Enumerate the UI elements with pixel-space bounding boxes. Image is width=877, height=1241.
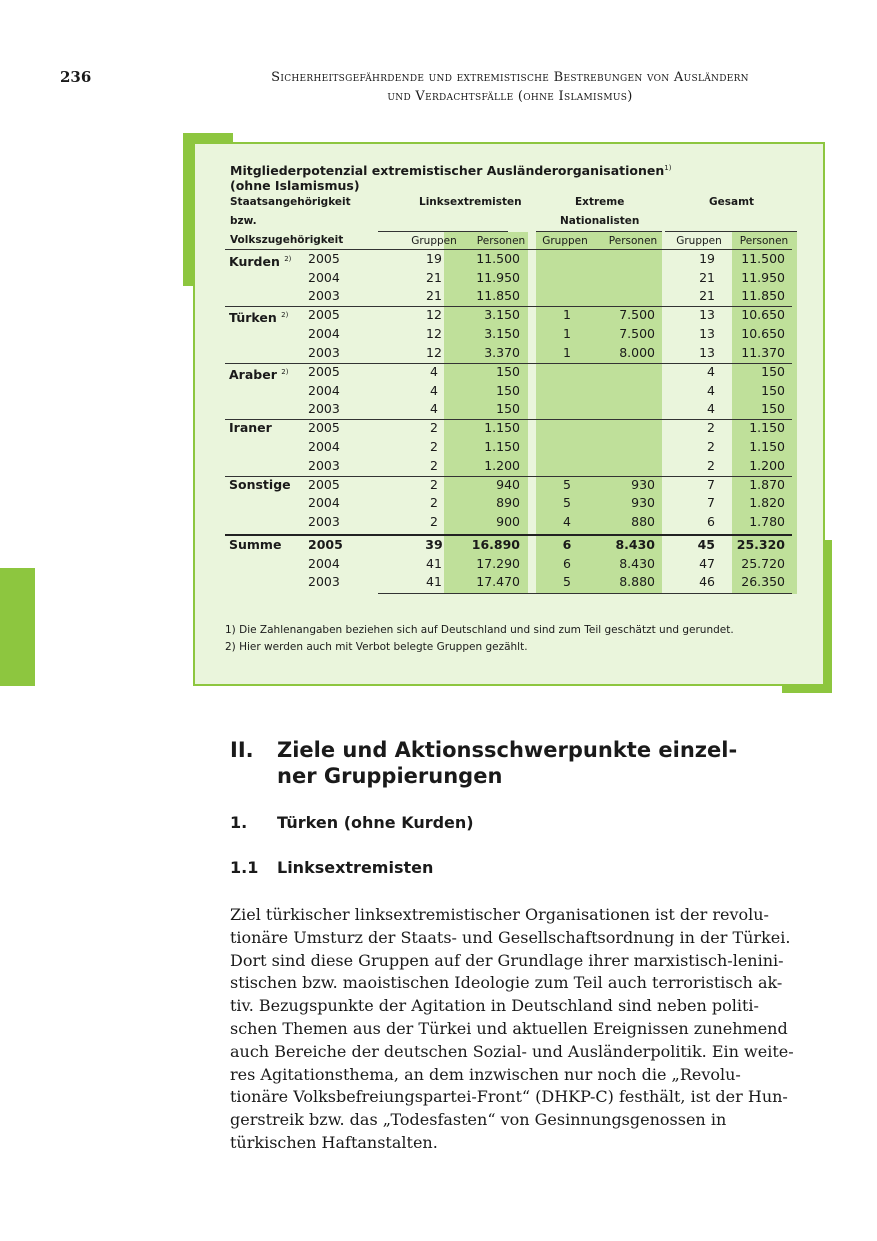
- cell-gesamt-gruppen: 13: [699, 326, 715, 342]
- cell-nat-gruppen: [547, 287, 587, 305]
- section-title: [277, 737, 777, 789]
- cell-gesamt-gruppen: 19: [699, 251, 715, 266]
- cell-links-personen: 17.470: [476, 574, 520, 590]
- cell-nat-gruppen: 1: [563, 326, 571, 342]
- cell-gesamt-personen: 11.950: [741, 269, 785, 285]
- cell-links-gruppen: 19: [426, 251, 442, 266]
- col-group-links: Linksextremisten: [419, 196, 522, 208]
- cell-links-personen: 17.290: [476, 555, 520, 571]
- group-label: [229, 363, 288, 381]
- sub-head-personen: Personen: [476, 235, 526, 247]
- cell-gesamt-gruppen: 2: [707, 457, 715, 473]
- cell-gesamt-gruppen: 45: [697, 537, 715, 552]
- group-name: Sonstige: [229, 476, 291, 492]
- cell-gesamt-personen: 26.350: [741, 574, 785, 590]
- group-label: [229, 419, 272, 437]
- cell-gesamt-personen: 1.150: [749, 438, 785, 454]
- cell-nat-personen: 930: [631, 476, 655, 492]
- paragraph-line: Dort sind diese Gruppen auf der Grundlage ihrer marxistisch-lenini-: [230, 950, 784, 970]
- cell-nat-gruppen: 5: [563, 495, 571, 511]
- cell-links-personen: 11.850: [476, 288, 520, 304]
- cell-gesamt-personen: 1.150: [749, 420, 785, 436]
- cell-gesamt-gruppen: 2: [707, 438, 715, 454]
- cell-links-gruppen: 4: [430, 363, 438, 379]
- year-cell: 2004: [308, 495, 340, 511]
- subsubsection-title: Linksextremisten: [277, 858, 434, 877]
- cell-links-gruppen: 2: [430, 457, 438, 473]
- year-cell: 2004: [308, 382, 340, 398]
- group-name: Iraner: [229, 420, 272, 436]
- cell-nat-personen: 7.500: [619, 326, 655, 342]
- cell-gesamt-gruppen: 47: [699, 555, 715, 571]
- cell-nat-personen: [595, 438, 655, 456]
- cell-links-personen: 1.200: [484, 457, 520, 473]
- col-group-extreme: Nationalisten: [560, 215, 640, 227]
- cell-nat-personen: 880: [631, 514, 655, 529]
- cell-links-gruppen: 12: [426, 344, 442, 360]
- running-head: [200, 68, 820, 106]
- sub-head-gruppen: Gruppen: [542, 235, 588, 247]
- table-title-line2: (ohne Islamismus): [230, 178, 360, 194]
- cell-gesamt-gruppen: 7: [707, 476, 715, 492]
- subsection-number: 1.: [230, 813, 248, 832]
- sub-head-personen: Personen: [739, 235, 789, 247]
- col-head-country: Volkszugehörigkeit: [230, 234, 344, 246]
- cell-nat-personen: 8.000: [619, 344, 655, 360]
- cell-nat-personen: [595, 382, 655, 400]
- section-number: II.: [230, 738, 254, 762]
- footnote-ref: 1): [664, 164, 672, 172]
- cell-nat-personen: 8.430: [615, 537, 655, 552]
- section-title-line: Ziele und Aktionsschwerpunkte einzel-: [277, 738, 738, 762]
- cell-gesamt-gruppen: 6: [707, 514, 715, 529]
- cell-nat-personen: [595, 457, 655, 475]
- cell-links-personen: 3.150: [484, 307, 520, 323]
- cell-nat-personen: 7.500: [619, 307, 655, 323]
- paragraph-line: res Agitationsthema, an dem inzwischen nur noch die „Revolu-: [230, 1064, 741, 1084]
- group-label: [229, 306, 288, 324]
- cell-links-personen: 1.150: [484, 420, 520, 436]
- footnote-ref: 2): [281, 311, 289, 320]
- cell-gesamt-personen: 150: [761, 382, 785, 398]
- paragraph-line: tiv. Bezugspunkte der Agitation in Deutschland sind neben politi-: [230, 996, 759, 1016]
- year-cell: 2005: [308, 420, 340, 436]
- year-cell: 2005: [308, 537, 343, 552]
- cell-gesamt-personen: 1.200: [749, 457, 785, 473]
- year-cell: 2004: [308, 555, 340, 571]
- year-cell: 2003: [308, 288, 340, 304]
- footnote-ref: 2): [284, 255, 292, 263]
- cell-nat-gruppen: 1: [563, 344, 571, 360]
- cell-links-personen: 150: [496, 401, 520, 417]
- paragraph-line: auch Bereiche der deutschen Sozial- und Ausländerpolitik. Ein weite-: [230, 1041, 794, 1061]
- cell-gesamt-gruppen: 4: [707, 382, 715, 398]
- cell-gesamt-personen: 1.870: [749, 476, 785, 492]
- rule: [378, 593, 792, 594]
- cell-links-personen: 1.150: [484, 438, 520, 454]
- cell-nat-personen: [595, 363, 655, 381]
- sub-head-gruppen: Gruppen: [676, 235, 722, 247]
- group-label: [229, 250, 291, 268]
- col-group-gesamt: Gesamt: [709, 196, 755, 208]
- cell-nat-gruppen: 6: [562, 537, 572, 552]
- cell-links-gruppen: 2: [430, 514, 438, 529]
- cell-links-personen: 150: [496, 382, 520, 398]
- cell-links-gruppen: 21: [426, 288, 442, 304]
- cell-gesamt-gruppen: 4: [707, 401, 715, 417]
- year-cell: 2003: [308, 344, 340, 360]
- col-head-country: Staatsangehörigkeit: [230, 196, 351, 208]
- cell-gesamt-gruppen: 4: [707, 363, 715, 379]
- cell-nat-gruppen: [547, 419, 587, 437]
- subsubsection-number: 1.1: [230, 858, 259, 877]
- col-group-extreme: Extreme: [575, 196, 625, 208]
- cell-links-gruppen: 21: [426, 269, 442, 285]
- table-title: [230, 161, 671, 193]
- year-cell: 2003: [308, 457, 340, 473]
- paragraph-line: gerstreik bzw. das „Todesfasten“ von Gesinnungsgenossen in: [230, 1110, 727, 1130]
- cell-links-personen: 940: [496, 476, 520, 492]
- cell-links-personen: 11.500: [476, 251, 520, 266]
- cell-links-gruppen: 2: [430, 495, 438, 511]
- cell-gesamt-personen: 10.650: [741, 326, 785, 342]
- group-label: [229, 536, 281, 554]
- paragraph-line: schen Themen aus der Türkei und aktuellen Ereignissen zunehmend: [230, 1018, 788, 1038]
- page-number: 236: [60, 68, 92, 86]
- cell-gesamt-gruppen: 21: [699, 269, 715, 285]
- running-head-line: Sicherheitsgefährdende und extremistische Bestrebungen von Ausländern: [271, 70, 749, 85]
- cell-links-gruppen: 12: [426, 307, 442, 323]
- cell-nat-personen: [595, 269, 655, 287]
- cell-nat-personen: 8.880: [619, 574, 655, 590]
- cell-nat-personen: [595, 250, 655, 268]
- paragraph-line: tionäre Volksbefreiungspartei-Front“ (DHKP-C) festhält, ist der Hun-: [230, 1087, 788, 1107]
- subsection-heading: [230, 813, 474, 832]
- table-title-line1: Mitgliederpotenzial extremistischer Ausländerorganisationen: [230, 163, 665, 179]
- cell-links-gruppen: 2: [430, 420, 438, 436]
- cell-nat-personen: [595, 287, 655, 305]
- paragraph-line: tionäre Umsturz der Staats- und Gesellschaftsordnung in der Türkei.: [230, 927, 791, 947]
- cell-nat-gruppen: [547, 250, 587, 268]
- section-title-line: ner Gruppierungen: [277, 764, 503, 788]
- year-cell: 2004: [308, 326, 340, 342]
- group-name: Summe: [229, 537, 282, 552]
- cell-links-personen: 3.150: [484, 326, 520, 342]
- cell-nat-gruppen: [547, 269, 587, 287]
- group-label: [229, 476, 291, 494]
- cell-links-personen: 150: [496, 363, 520, 379]
- cell-gesamt-personen: 1.780: [749, 514, 785, 529]
- cell-nat-personen: 8.430: [619, 555, 655, 571]
- cell-links-gruppen: 4: [430, 401, 438, 417]
- subsubsection-heading: [230, 858, 434, 877]
- decorative-bar: [0, 568, 35, 686]
- cell-gesamt-personen: 150: [761, 401, 785, 417]
- cell-nat-personen: [595, 400, 655, 418]
- group-name: Araber: [229, 366, 277, 382]
- cell-nat-gruppen: [547, 363, 587, 381]
- col-head-country: bzw.: [230, 215, 257, 227]
- group-name: Kurden: [229, 254, 280, 270]
- cell-gesamt-gruppen: 21: [699, 288, 715, 304]
- cell-links-personen: 890: [496, 495, 520, 511]
- cell-gesamt-gruppen: 2: [707, 420, 715, 436]
- paragraph-line: türkischen Haftanstalten.: [230, 1132, 438, 1152]
- cell-links-personen: 900: [496, 514, 520, 529]
- sub-head-personen: Personen: [608, 235, 658, 247]
- year-cell: 2004: [308, 438, 340, 454]
- year-cell: 2005: [308, 307, 340, 323]
- year-cell: 2003: [308, 574, 340, 590]
- sub-head-gruppen: Gruppen: [411, 235, 457, 247]
- rule: [536, 231, 662, 232]
- cell-links-gruppen: 39: [425, 537, 443, 552]
- cell-gesamt-personen: 11.370: [741, 344, 785, 360]
- cell-gesamt-personen: 150: [761, 363, 785, 379]
- cell-nat-gruppen: 1: [563, 307, 571, 323]
- cell-links-personen: 16.890: [471, 537, 520, 552]
- cell-gesamt-gruppen: 46: [699, 574, 715, 590]
- cell-gesamt-personen: 1.820: [749, 495, 785, 511]
- cell-links-gruppen: 12: [426, 326, 442, 342]
- footnote: 2) Hier werden auch mit Verbot belegte Gruppen gezählt.: [225, 641, 528, 653]
- cell-nat-gruppen: 4: [563, 514, 571, 529]
- cell-links-personen: 3.370: [484, 344, 520, 360]
- group-name: Türken: [229, 310, 277, 326]
- cell-gesamt-personen: 11.500: [741, 251, 785, 266]
- year-cell: 2005: [308, 251, 340, 266]
- rule: [665, 231, 797, 232]
- cell-links-gruppen: 4: [430, 382, 438, 398]
- paragraph-line: stischen bzw. maoistischen Ideologie zum Teil auch terroristisch ak-: [230, 973, 783, 993]
- cell-gesamt-gruppen: 7: [707, 495, 715, 511]
- cell-nat-personen: [595, 419, 655, 437]
- cell-gesamt-personen: 25.720: [741, 555, 785, 571]
- year-cell: 2003: [308, 514, 340, 529]
- year-cell: 2003: [308, 401, 340, 417]
- cell-gesamt-gruppen: 13: [699, 307, 715, 323]
- cell-gesamt-personen: 10.650: [741, 307, 785, 323]
- cell-links-personen: 11.950: [476, 269, 520, 285]
- cell-gesamt-gruppen: 13: [699, 344, 715, 360]
- subsection-title: Türken (ohne Kurden): [277, 813, 474, 832]
- year-cell: 2005: [308, 363, 340, 379]
- cell-nat-gruppen: [547, 457, 587, 475]
- cell-links-gruppen: 2: [430, 476, 438, 492]
- cell-nat-gruppen: [547, 438, 587, 456]
- cell-nat-gruppen: 5: [563, 476, 571, 492]
- year-cell: 2005: [308, 476, 340, 492]
- cell-nat-gruppen: [547, 382, 587, 400]
- cell-links-gruppen: 2: [430, 438, 438, 454]
- cell-nat-gruppen: 6: [563, 555, 571, 571]
- rule: [378, 231, 508, 232]
- body-paragraph: [230, 904, 794, 1155]
- cell-links-gruppen: 41: [426, 555, 442, 571]
- cell-nat-gruppen: 5: [563, 574, 571, 590]
- cell-links-gruppen: 41: [426, 574, 442, 590]
- paragraph-line: Ziel türkischer linksextremistischer Organisationen ist der revolu-: [230, 905, 769, 924]
- running-head-line: und Verdachtsfälle (ohne Islamismus): [387, 89, 633, 104]
- footnote-ref: 2): [281, 367, 289, 376]
- footnote: 1) Die Zahlenangaben beziehen sich auf Deutschland und sind zum Teil geschätzt und gerundet.: [225, 624, 734, 636]
- cell-gesamt-personen: 25.320: [736, 537, 785, 552]
- table-box: [193, 142, 825, 686]
- year-cell: 2004: [308, 269, 340, 285]
- cell-nat-personen: 930: [631, 495, 655, 511]
- cell-gesamt-personen: 11.850: [741, 288, 785, 304]
- cell-nat-gruppen: [547, 400, 587, 418]
